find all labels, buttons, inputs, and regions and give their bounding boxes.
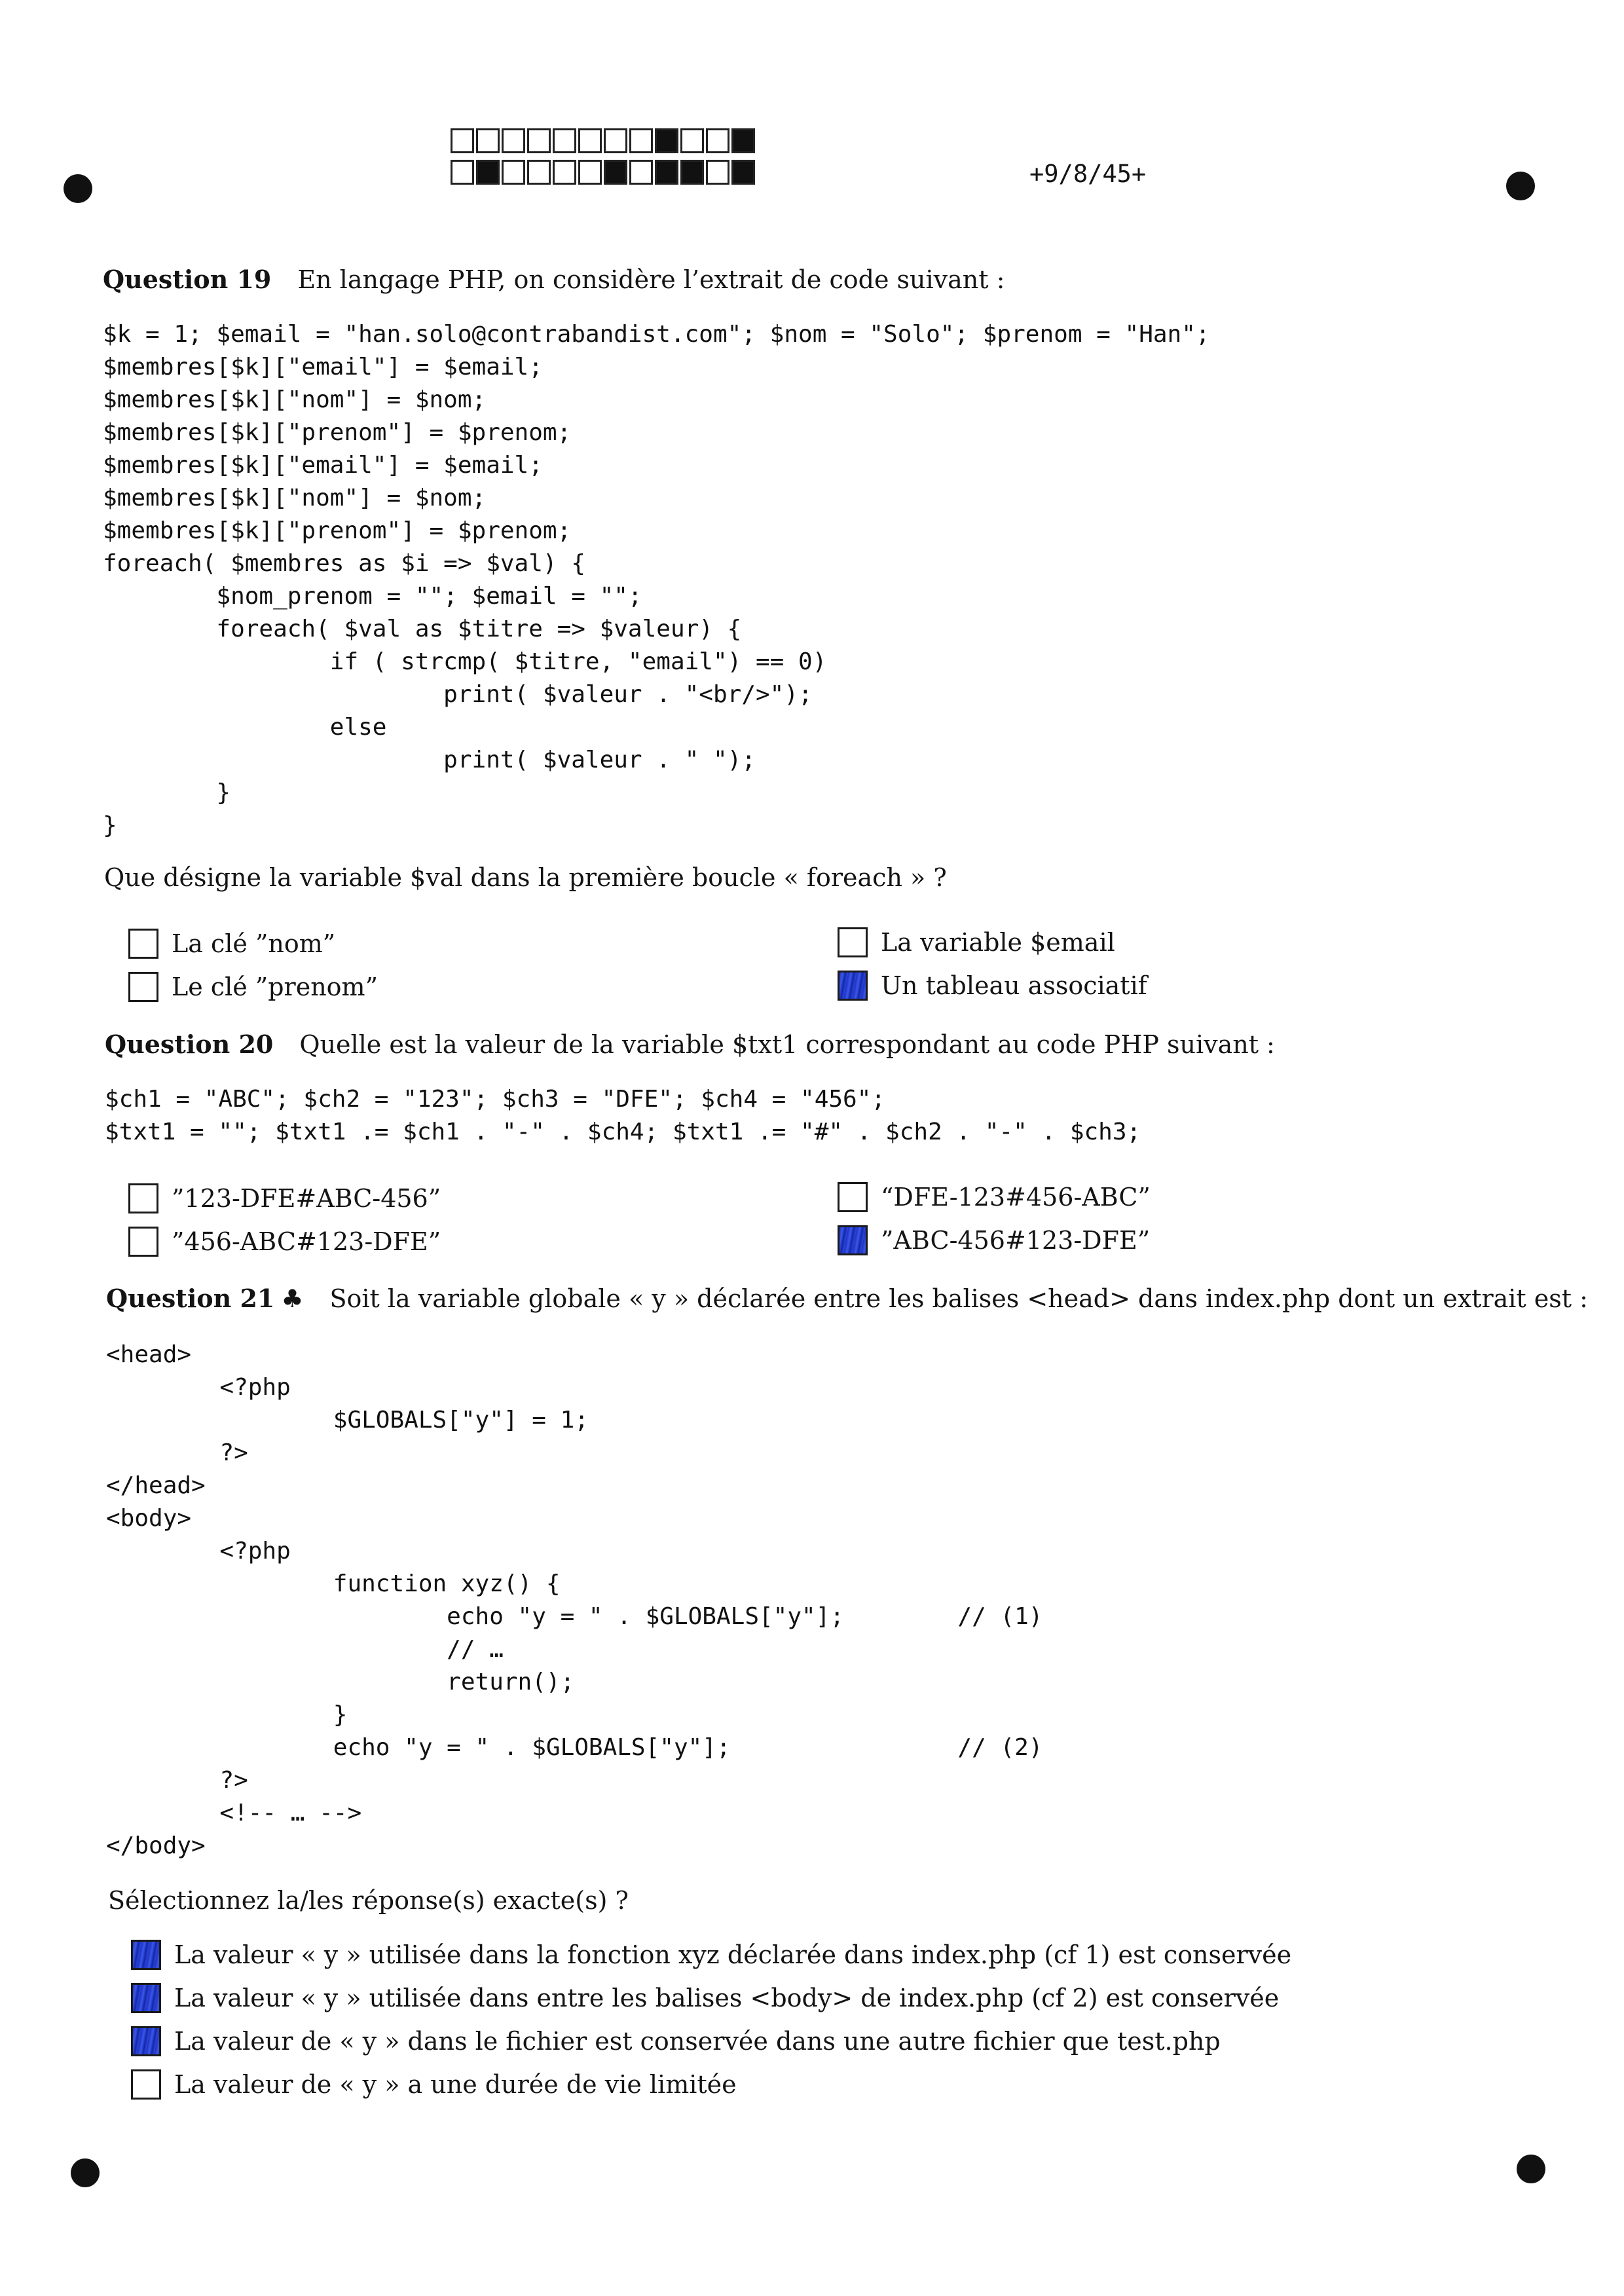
answer-option[interactable] (131, 2026, 1221, 2056)
barcode-cell (706, 160, 729, 185)
answer-checkbox[interactable] (131, 2026, 161, 2056)
barcode-cell (527, 128, 551, 153)
barcode-cell (706, 128, 729, 153)
barcode-cell (629, 128, 653, 153)
barcode-cell (680, 160, 704, 185)
answer-option[interactable] (838, 1225, 1150, 1255)
answer-option[interactable] (131, 1940, 1291, 1970)
answer-option[interactable] (838, 927, 1115, 957)
question-21-header (106, 1284, 1588, 1313)
question-text: Quelle est la valeur de la variable $txt1 correspondant au code PHP suivant : (299, 1030, 1275, 1059)
question-text: En langage PHP, on considère l’extrait de code suivant : (297, 265, 1005, 294)
answer-label: La variable $email (881, 928, 1115, 957)
registration-mark (64, 174, 92, 203)
barcode-cell (731, 128, 755, 153)
barcode-cell (553, 160, 576, 185)
barcode-cell (655, 160, 678, 185)
question-21-prompt: Sélectionnez la/les réponse(s) exacte(s) ? (108, 1886, 629, 1915)
question-19-header (103, 265, 1005, 294)
barcode-cell (604, 160, 627, 185)
question-20-header (105, 1029, 1275, 1059)
barcode-row (451, 128, 757, 153)
answer-option[interactable] (131, 1983, 1279, 2013)
answer-label: Un tableau associatif (881, 971, 1147, 1000)
answer-checkbox[interactable] (838, 1225, 868, 1255)
answer-option[interactable] (128, 972, 378, 1002)
answer-checkbox[interactable] (128, 929, 158, 959)
question-text: Soit la variable globale « y » déclarée entre les balises <head> dans index.php dont un extrait est : (329, 1284, 1588, 1313)
barcode-cell (476, 128, 500, 153)
answer-option[interactable] (838, 971, 1147, 1001)
answer-label: ”123-DFE#ABC-456” (172, 1184, 441, 1213)
barcode-cell (553, 128, 576, 153)
answer-checkbox[interactable] (128, 1227, 158, 1257)
answer-checkbox[interactable] (131, 2069, 161, 2100)
question-19-code: $k = 1; $email = "han.solo@contrabandist.com"; $nom = "Solo"; $prenom = "Han"; $membres[$k]["email"] = $email; $membres[$k]["nom"] = $nom; $membres[$k]["prenom"] = $prenom; $membres[$k]["email"] = $email; $membres[$k]["nom"] = $nom; $membres[$k]["prenom"] = $prenom; foreach( $membres as $i => $val) { $nom_prenom = ""; $email = ""; foreach( $val as $titre => $valeur) { if ( strcmp( $titre, "email") == 0) print( $valeur . "<br/>"); else print( $valeur . " "); } } (103, 321, 1210, 839)
answer-option[interactable] (128, 1183, 441, 1213)
barcode-cell (680, 128, 704, 153)
barcode-cell (451, 128, 474, 153)
question-20-code: $ch1 = "ABC"; $ch2 = "123"; $ch3 = "DFE"; $ch4 = "456"; $txt1 = ""; $txt1 .= $ch1 . "-" . $ch4; $txt1 .= "#" . $ch2 . "-" . $ch3; (105, 1086, 1141, 1145)
question-number: Question 20 (105, 1029, 274, 1059)
registration-mark (71, 2158, 100, 2187)
answer-label: La valeur de « y » dans le fichier est conservée dans une autre fichier que test.php (174, 2027, 1221, 2056)
barcode-cell (578, 160, 602, 185)
barcode-cell (527, 160, 551, 185)
barcode-cell (604, 128, 627, 153)
answer-label: “DFE-123#456-ABC” (881, 1183, 1151, 1212)
answer-option[interactable] (128, 929, 335, 959)
question-19-prompt: Que désigne la variable $val dans la première boucle « foreach » ? (104, 863, 947, 892)
barcode-cell (451, 160, 474, 185)
question-21-code: <head> <?php $GLOBALS["y"] = 1; ?> </head> <body> <?php function xyz() { echo "y = " . $GLOBALS["y"]; // (1) // … return(); } echo "y = " . $GLOBALS["y"]; // (2) ?> <!-- … --> </body> (106, 1341, 1043, 1859)
registration-mark (1517, 2155, 1545, 2183)
answer-label: ”456-ABC#123-DFE” (172, 1227, 441, 1256)
question-number: Question 21 (106, 1284, 275, 1313)
barcode-cell (731, 160, 755, 185)
answer-checkbox[interactable] (128, 1183, 158, 1213)
answer-option[interactable] (131, 2069, 737, 2100)
page-identifier: +9/8/45+ (1029, 160, 1147, 188)
answer-checkbox[interactable] (838, 927, 868, 957)
answer-checkbox[interactable] (838, 1182, 868, 1212)
barcode-cell (655, 128, 678, 153)
answer-label: La valeur de « y » a une durée de vie limitée (174, 2070, 737, 2099)
answer-label: La valeur « y » utilisée dans la fonction xyz déclarée dans index.php (cf 1) est conservée (174, 1940, 1292, 1969)
answer-option[interactable] (838, 1182, 1151, 1212)
barcode-cell (578, 128, 602, 153)
answer-label: Le clé ”prenom” (172, 972, 378, 1001)
barcode-row (451, 160, 757, 185)
answer-checkbox[interactable] (131, 1983, 161, 2013)
answer-label: ”ABC-456#123-DFE” (881, 1226, 1151, 1255)
barcode-cell (502, 160, 525, 185)
barcode-cell (476, 160, 500, 185)
question-number: Question 19 (103, 265, 272, 294)
answer-checkbox[interactable] (128, 972, 158, 1002)
registration-mark (1506, 172, 1535, 200)
page-barcode (451, 128, 757, 191)
answer-option[interactable] (128, 1227, 441, 1257)
club-symbol: ♣ (281, 1284, 304, 1313)
answer-checkbox[interactable] (838, 971, 868, 1001)
answer-checkbox[interactable] (131, 1940, 161, 1970)
barcode-cell (629, 160, 653, 185)
barcode-cell (502, 128, 525, 153)
answer-label: La clé ”nom” (172, 929, 336, 958)
answer-label: La valeur « y » utilisée dans entre les balises <body> de index.php (cf 2) est conservée (174, 1984, 1280, 2012)
